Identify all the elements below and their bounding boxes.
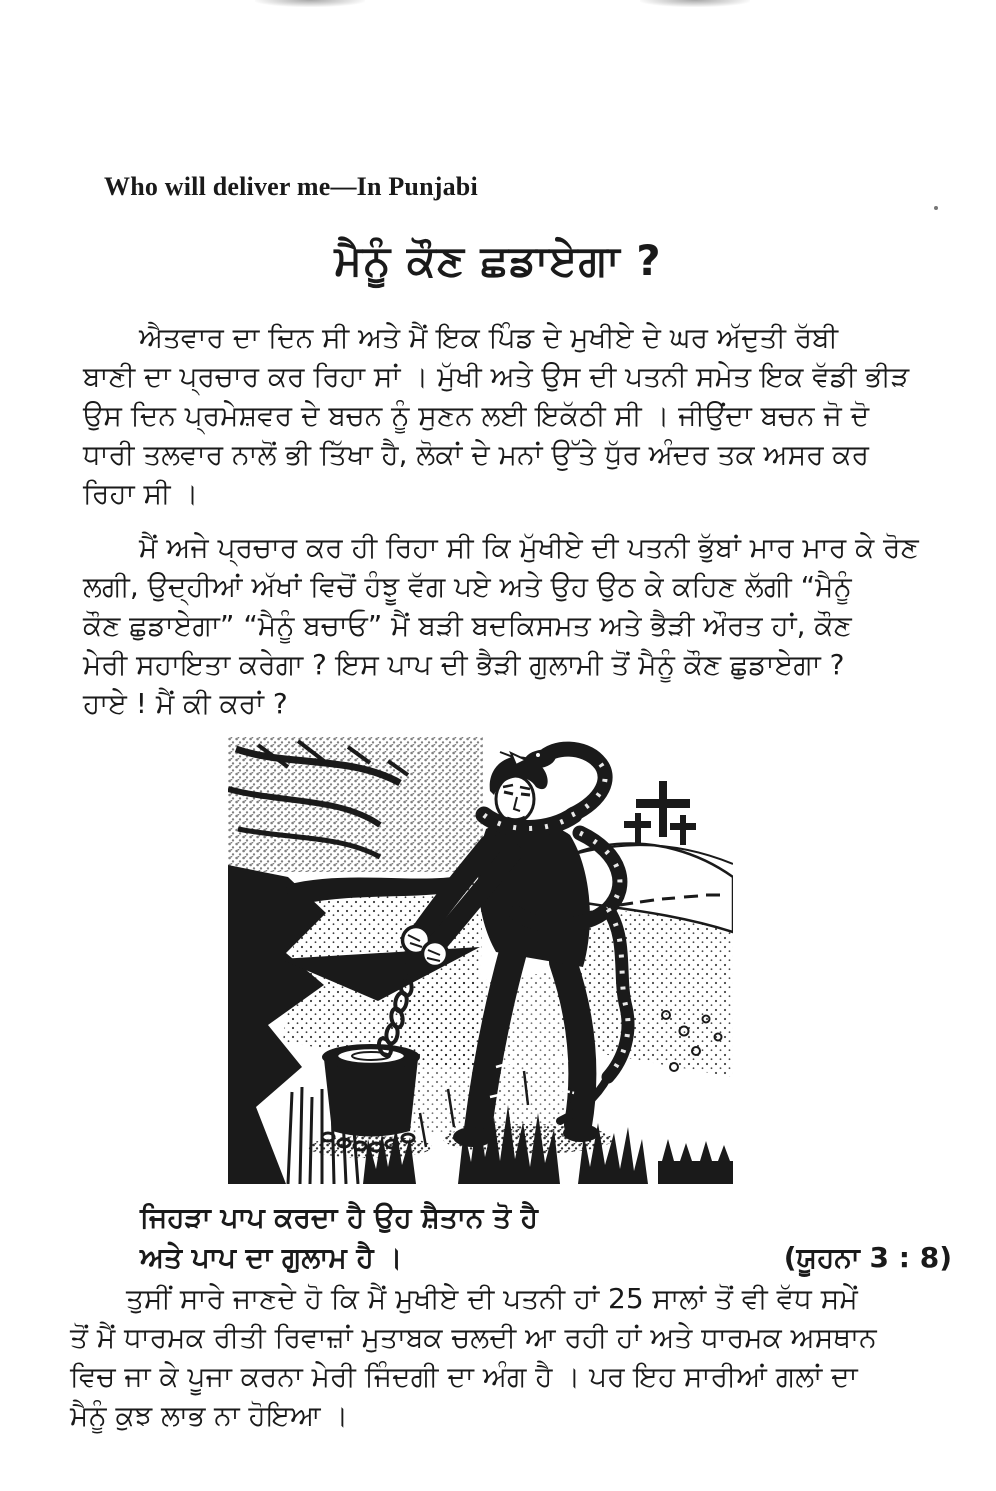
text-line: ਰਿਹਾ ਸੀ । bbox=[83, 477, 199, 510]
paragraph-2 bbox=[83, 528, 919, 723]
text-line: ਤੋਂ ਮੈਂ ਧਾਰਮਕ ਰੀਤੀ ਰਿਵਾਜ਼ਾਂ ਮੁਤਾਬਕ ਚਲਦੀ ਆ ਰਹੀ ਹਾਂ ਅਤੇ ਧਾਰਮਕ ਅਸਥਾਨ bbox=[70, 1321, 877, 1354]
text-line: ਮੈਂ ਅਜੇ ਪ੍ਰਚਾਰ ਕਰ ਹੀ ਰਿਹਾ ਸੀ ਕਿ ਮੁੱਖੀਏ ਦੀ ਪਤਨੀ ਭੁੱਬਾਂ ਮਾਰ ਮਾਰ ਕੇ ਰੋਣ bbox=[139, 531, 919, 564]
chained-weight bbox=[322, 1044, 420, 1151]
text-line: ਲਗੀ, ਉਦ੍ਹੀਆਂ ਅੱਖਾਂ ਵਿਚੋਂ ਹੰਝੂ ਵੱਗ ਪਏ ਅਤੇ ਉਹ ਉਠ ਕੇ ਕਹਿਣ ਲੱਗੀ “ਮੈਨੂੰ bbox=[83, 570, 852, 603]
text-line: ਹਾਏ ! ਮੈਂ ਕੀ ਕਰਾਂ ? bbox=[83, 687, 288, 720]
english-header: Who will deliver me—In Punjabi bbox=[104, 172, 478, 201]
paragraph-3 bbox=[70, 1279, 877, 1435]
scan-smudge bbox=[255, 0, 365, 7]
text-line: ਧਾਰੀ ਤਲਵਾਰ ਨਾਲੋਂ ਭੀ ਤਿੱਖਾ ਹੈ, ਲੋਕਾਂ ਦੇ ਮਨਾਂ ਉੱਤੇ ਧੁੱਰ ਅੰਦਰ ਤਕ ਅਸਰ ਕਰ bbox=[83, 438, 869, 471]
text-line: ਐਤਵਾਰ ਦਾ ਦਿਨ ਸੀ ਅਤੇ ਮੈਂ ਇਕ ਪਿੰਡ ਦੇ ਮੁਖੀਏ ਦੇ ਘਰ ਅੱਦੁਤੀ ਰੱਬੀ bbox=[139, 321, 839, 354]
text-line: ਬਾਣੀ ਦਾ ਪ੍ਰਚਾਰ ਕਰ ਰਿਹਾ ਸਾਂ । ਮੁੱਖੀ ਅਤੇ ਉਸ ਦੀ ਪਤਨੀ ਸਮੇਤ ਇਕ ਵੱਡੀ ਭੀੜ bbox=[83, 360, 910, 393]
text-line: ਕੌਣ ਛੁਡਾਏਗਾ” “ਮੈਨੂੰ ਬਚਾਓ” ਮੈਂ ਬੜੀ ਬਦਕਿਸਮਤ ਅਤੇ ਭੈੜੀ ਔਰਤ ਹਾਂ, ਕੌਣ bbox=[83, 609, 852, 642]
scan-smudge bbox=[640, 0, 750, 7]
paragraph-1 bbox=[83, 318, 909, 513]
text-line: ਮੇਰੀ ਸਹਾਇਤਾ ਕਰੇਗਾ ? ਇਸ ਪਾਪ ਦੀ ਭੈੜੀ ਗੁਲਾਮੀ ਤੋਂ ਮੈਨੂੰ ਕੌਣ ਛੁਡਾਏਗਾ ? bbox=[83, 648, 845, 681]
caption-line: ਅਤੇ ਪਾਪ ਦਾ ਗੁਲਾਮ ਹੈ । bbox=[140, 1241, 403, 1274]
scripture-reference: (ਯੂਹਨਾ 3 : 8) bbox=[783, 1241, 952, 1274]
page-title: ਮੈਨੂੰ ਕੌਣ ਛਡਾਏਗਾ ? bbox=[334, 236, 662, 285]
woodcut-illustration bbox=[228, 737, 733, 1184]
three-crosses-icon bbox=[624, 781, 696, 845]
man-serpent-crosses-illustration bbox=[228, 737, 733, 1184]
text-line: ਉਸ ਦਿਨ ਪ੍ਰਮੇਸ਼ਵਰ ਦੇ ਬਚਨ ਨੂੰ ਸੁਣਨ ਲਈ ਇਕੱਠੀ ਸੀ । ਜੀਉਂਦਾ ਬਚਨ ਜੋ ਦੋ bbox=[83, 399, 870, 432]
text-line: ਤੁਸੀਂ ਸਾਰੇ ਜਾਣਦੇ ਹੋ ਕਿ ਮੈਂ ਮੁਖੀਏ ਦੀ ਪਤਨੀ ਹਾਂ 25 ਸਾਲਾਂ ਤੋਂ ਵੀ ਵੱਧ ਸਮੇਂ bbox=[126, 1282, 858, 1315]
caption-line: ਜਿਹੜਾ ਪਾਪ ਕਰਦਾ ਹੈ ਉਹ ਸ਼ੈਤਾਨ ਤੋ ਹੈ bbox=[140, 1201, 538, 1234]
scan-speck bbox=[934, 206, 938, 210]
scripture-caption bbox=[140, 1198, 952, 1278]
text-line: ਮੈਨੂੰ ਕੁਝ ਲਾਭ ਨਾ ਹੋਇਆ । bbox=[70, 1399, 349, 1432]
text-line: ਵਿਚ ਜਾ ਕੇ ਪੂਜਾ ਕਰਨਾ ਮੇਰੀ ਜਿੰਦਗੀ ਦਾ ਅੰਗ ਹੈ । ਪਰ ਇਹ ਸਾਰੀਆਂ ਗਲਾਂ ਦਾ bbox=[70, 1360, 858, 1393]
